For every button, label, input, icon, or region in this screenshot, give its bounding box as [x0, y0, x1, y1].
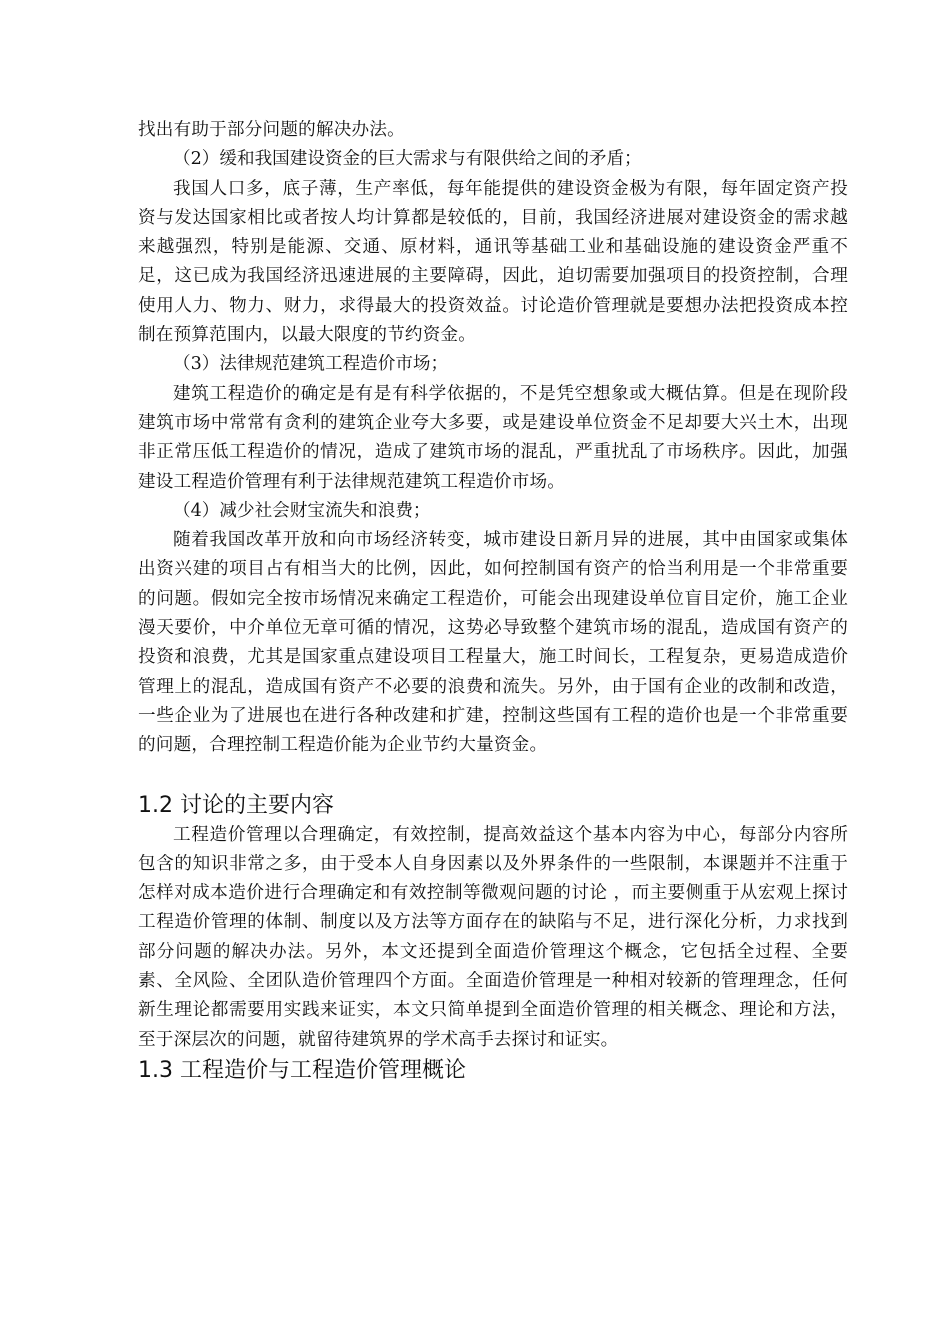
section-1-2-heading: 1.2 讨论的主要内容 — [138, 792, 334, 818]
item-3-body: 建筑工程造价的确定是有是有科学依据的，不是凭空想象或大概估算。但是在现阶段建筑市场中常常有贪利的建筑企业夸大多要，或是建设单位资金不足却要大兴土木，出现非正常压低工程造价的情况，造成了建筑市场的混乱，严重扰乱了市场秩序。因此，加强建设工程造价管理有利于法律规范建筑工程造价市场。 — [138, 383, 848, 492]
intro-line: 找出有助于部分问题的解决办法。 — [138, 120, 405, 140]
section-1-3-heading: 1.3 工程造价与工程造价管理概论 — [138, 1057, 466, 1083]
section-1-2-body: 工程造价管理以合理确定，有效控制，提高效益这个基本内容为中心，每部分内容所包含的知识非常之多，由于受本人自身因素以及外界条件的一些限制，本课题并不注重于怎样对成本造价进行合理确定和有效控制等微观问题的讨论 ，而主要侧重于从宏观上探讨工程造价管理的体制、制度以及方法等方面存在的缺陷与不足，进行深化分析，力求找到部分问题的解决办法。另外，本文还提到全面造价管理这个概念，它包括全过程、全要素、全风险、全团队造价管理四个方面。全面造价管理是一种相对较新的管理理念，任何新生理论都需要用实践来证实，本文只简单提到全面造价管理的相关概念、理论和方法，至于深层次的问题，就留待建筑界的学术高手去探讨和证实。 — [138, 824, 848, 1050]
item-4-body: 随着我国改革开放和向市场经济转变，城市建设日新月异的进展，其中由国家或集体出资兴建的项目占有相当大的比例，因此，如何控制国有资产的恰当利用是一个非常重要的问题。假如完全按市场情况来确定工程造价，可能会出现建设单位盲目定价，施工企业漫天要价，中介单位无章可循的情况，这势必导致整个建筑市场的混乱，造成国有资产的投资和浪费，尤其是国家重点建设项目工程量大，施工时间长，工程复杂，更易造成造价管理上的混乱，造成国有资产不必要的浪费和流失。另外，由于国有企业的改制和改造，一些企业为了进展也在进行各种改建和扩建，控制这些国有工程的造价也是一个非常重要的问题，合理控制工程造价能为企业节约大量资金。 — [138, 530, 848, 756]
item-2-body: 我国人口多，底子薄，生产率低，每年能提供的建设资金极为有限，每年固定资产投资与发达国家相比或者按人均计算都是较低的，目前，我国经济进展对建设资金的需求越来越强烈，特别是能源、交通、原材料，通讯等基础工业和基础设施的建设资金严重不足，这已成为我国经济迅速进展的主要障碍，因此，迫切需要加强项目的投资控制，合理使用人力、物力、财力，求得最大的投资效益。讨论造价管理就是要想办法把投资成本控制在预算范围内，以最大限度的节约资金。 — [138, 178, 848, 346]
item-4-title: （4）减少社会财宝流失和浪费； — [173, 500, 431, 521]
item-2-title: （2）缓和我国建设资金的巨大需求与有限供给之间的矛盾； — [173, 149, 642, 170]
item-3-title: （3）法律规范建筑工程造价市场； — [173, 354, 449, 375]
document-body — [138, 116, 848, 1086]
